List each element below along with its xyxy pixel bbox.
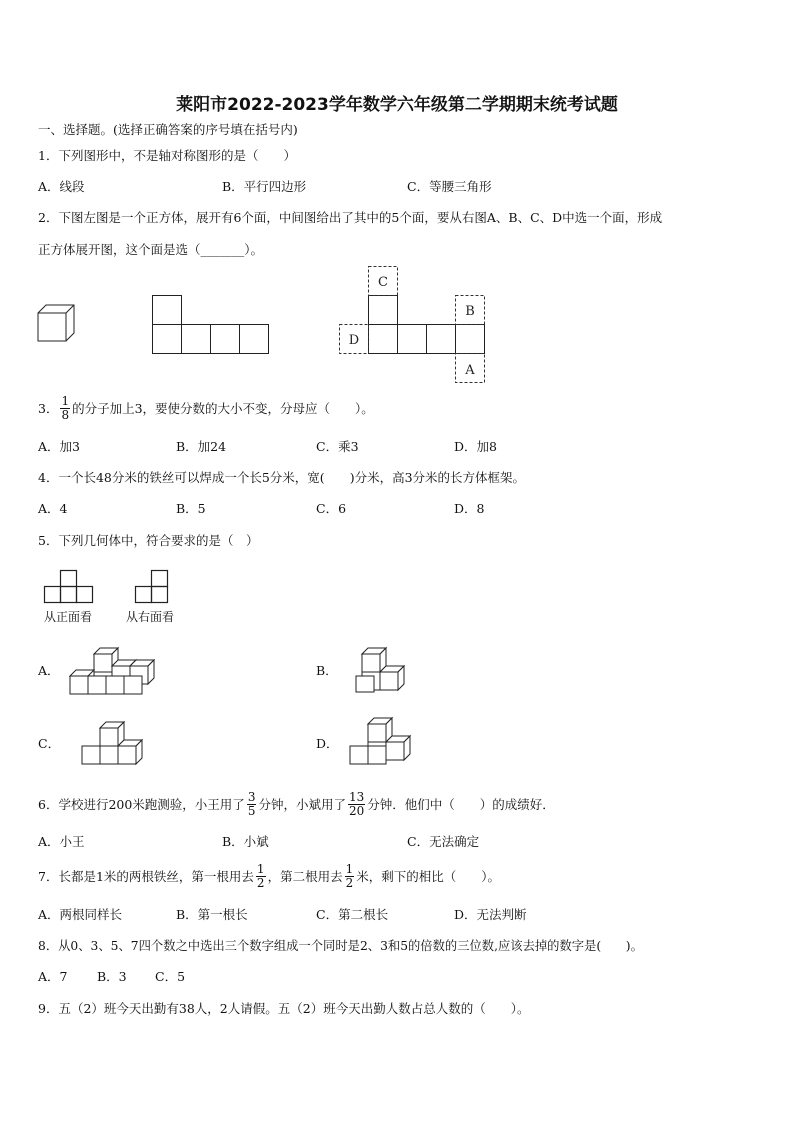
q6-middle: 分钟，小斌用了 bbox=[258, 797, 346, 812]
q3-option-c: C．乘3 bbox=[316, 439, 359, 454]
face-label-c: C bbox=[378, 275, 388, 290]
q4-option-c: C．6 bbox=[316, 501, 347, 516]
face-label-b: B bbox=[465, 304, 475, 319]
question-4-stem: 4．一个长48分米的铁丝可以焊成一个长5分米，宽( )分米，高3分米的长方体框架。 bbox=[38, 470, 526, 485]
q6-option-a: A．小王 bbox=[38, 834, 85, 849]
q7-option-d: D．无法判断 bbox=[454, 907, 527, 922]
q7-prefix: 7．长都是1米的两根铁丝，第一根用去 bbox=[38, 869, 254, 884]
q4-option-b: B．5 bbox=[176, 501, 206, 516]
question-2-line1: 2．下图左图是一个正方体，展开有6个面，中间图给出了其中的5个面，要从右图A、B、C、D中选一个面，形成 bbox=[38, 210, 663, 225]
q7-option-c: C．第二根长 bbox=[316, 907, 389, 922]
right-view-figure bbox=[135, 570, 175, 606]
front-view-figure bbox=[44, 570, 104, 606]
q6-fraction-2-numerator: 13 bbox=[348, 789, 365, 804]
q7-option-a: A．两根同样长 bbox=[38, 907, 123, 922]
five-face-net bbox=[152, 295, 272, 355]
q6-fraction-1-numerator: 3 bbox=[247, 789, 256, 804]
q3-prefix: 3． bbox=[38, 401, 59, 416]
q3-suffix: 的分子加上3，要使分数的大小不变，分母应（ ）。 bbox=[72, 401, 374, 416]
question-1-stem: 1．下列图形中，不是轴对称图形的是（ ） bbox=[38, 148, 296, 163]
face-label-a: A bbox=[465, 363, 475, 378]
choice-net-figure bbox=[338, 266, 490, 386]
q7-fraction-2-numerator: 1 bbox=[345, 861, 354, 876]
q7-fraction-2-denominator: 2 bbox=[345, 875, 354, 890]
q6-fraction-1-denominator: 5 bbox=[247, 803, 256, 818]
q6-fraction-1 bbox=[247, 791, 257, 817]
q6-fraction-2-denominator: 20 bbox=[348, 803, 365, 818]
q5-option-d-label: D． bbox=[316, 736, 339, 751]
cube-figure bbox=[38, 305, 78, 345]
q5-option-d-solid bbox=[348, 716, 418, 768]
q3-option-a: A．加3 bbox=[38, 439, 80, 454]
question-9-stem: 9．五（2）班今天出勤有38人，2人请假。五（2）班今天出勤人数占总人数的（ ）。 bbox=[38, 1001, 530, 1016]
q1-option-c: C．等腰三角形 bbox=[407, 179, 492, 194]
section-heading: 一、选择题。(选择正确答案的序号填在括号内) bbox=[38, 122, 298, 137]
question-5-stem: 5．下列几何体中，符合要求的是（ ） bbox=[38, 533, 259, 548]
q6-option-c: C．无法确定 bbox=[407, 834, 480, 849]
q5-option-b-solid bbox=[356, 648, 406, 694]
q3-option-d: D．加8 bbox=[454, 439, 497, 454]
question-2-line2: 正方体展开图，这个面是选（_______）。 bbox=[38, 242, 264, 257]
front-view-label: 从正面看 bbox=[44, 610, 93, 624]
page-title: 莱阳市2022-2023学年数学六年级第二学期期末统考试题 bbox=[176, 95, 618, 115]
q7-fraction-1-numerator: 1 bbox=[256, 861, 265, 876]
q7-suffix: 米，剩下的相比（ ）。 bbox=[356, 869, 500, 884]
q1-option-a: A．线段 bbox=[38, 179, 85, 194]
q4-option-d: D．8 bbox=[454, 501, 485, 516]
q3-fraction-denominator: 8 bbox=[61, 407, 70, 422]
q4-option-a: A．4 bbox=[38, 501, 68, 516]
face-label-d: D bbox=[348, 333, 360, 348]
q8-option-a: A．7 bbox=[38, 969, 68, 984]
q1-option-b: B．平行四边形 bbox=[222, 179, 307, 194]
question-7-stem bbox=[38, 858, 500, 894]
right-view-label: 从右面看 bbox=[126, 610, 175, 624]
question-8-stem: 8．从0、3、5、7四个数之中选出三个数字组成一个同时是2、3和5的倍数的三位数,应该去掉的数字是( )。 bbox=[38, 939, 643, 953]
q5-option-c-solid bbox=[80, 722, 150, 768]
question-3-stem bbox=[38, 390, 374, 426]
q3-option-b: B．加24 bbox=[176, 439, 227, 454]
q5-option-a-solid bbox=[68, 648, 158, 694]
q8-option-b: B．3 bbox=[97, 969, 127, 984]
q3-fraction bbox=[60, 395, 70, 421]
question-6-stem bbox=[38, 786, 555, 822]
q7-middle: ，第二根用去 bbox=[267, 869, 343, 884]
q6-prefix: 6．学校进行200米跑测验，小王用了 bbox=[38, 797, 245, 812]
q7-fraction-1-denominator: 2 bbox=[256, 875, 265, 890]
q7-option-b: B．第一根长 bbox=[176, 907, 248, 922]
q6-fraction-2 bbox=[348, 791, 365, 817]
q6-option-b: B．小斌 bbox=[222, 834, 269, 849]
q5-option-a-label: A． bbox=[38, 663, 60, 678]
q7-fraction-2 bbox=[345, 863, 355, 889]
q3-fraction-numerator: 1 bbox=[61, 393, 70, 408]
q6-suffix: 分钟．他们中（ ）的成绩好． bbox=[367, 797, 555, 812]
q7-fraction-1 bbox=[256, 863, 266, 889]
q8-option-c: C．5 bbox=[155, 969, 186, 984]
q5-option-c-label: C． bbox=[38, 736, 61, 751]
q5-option-b-label: B． bbox=[316, 663, 338, 678]
